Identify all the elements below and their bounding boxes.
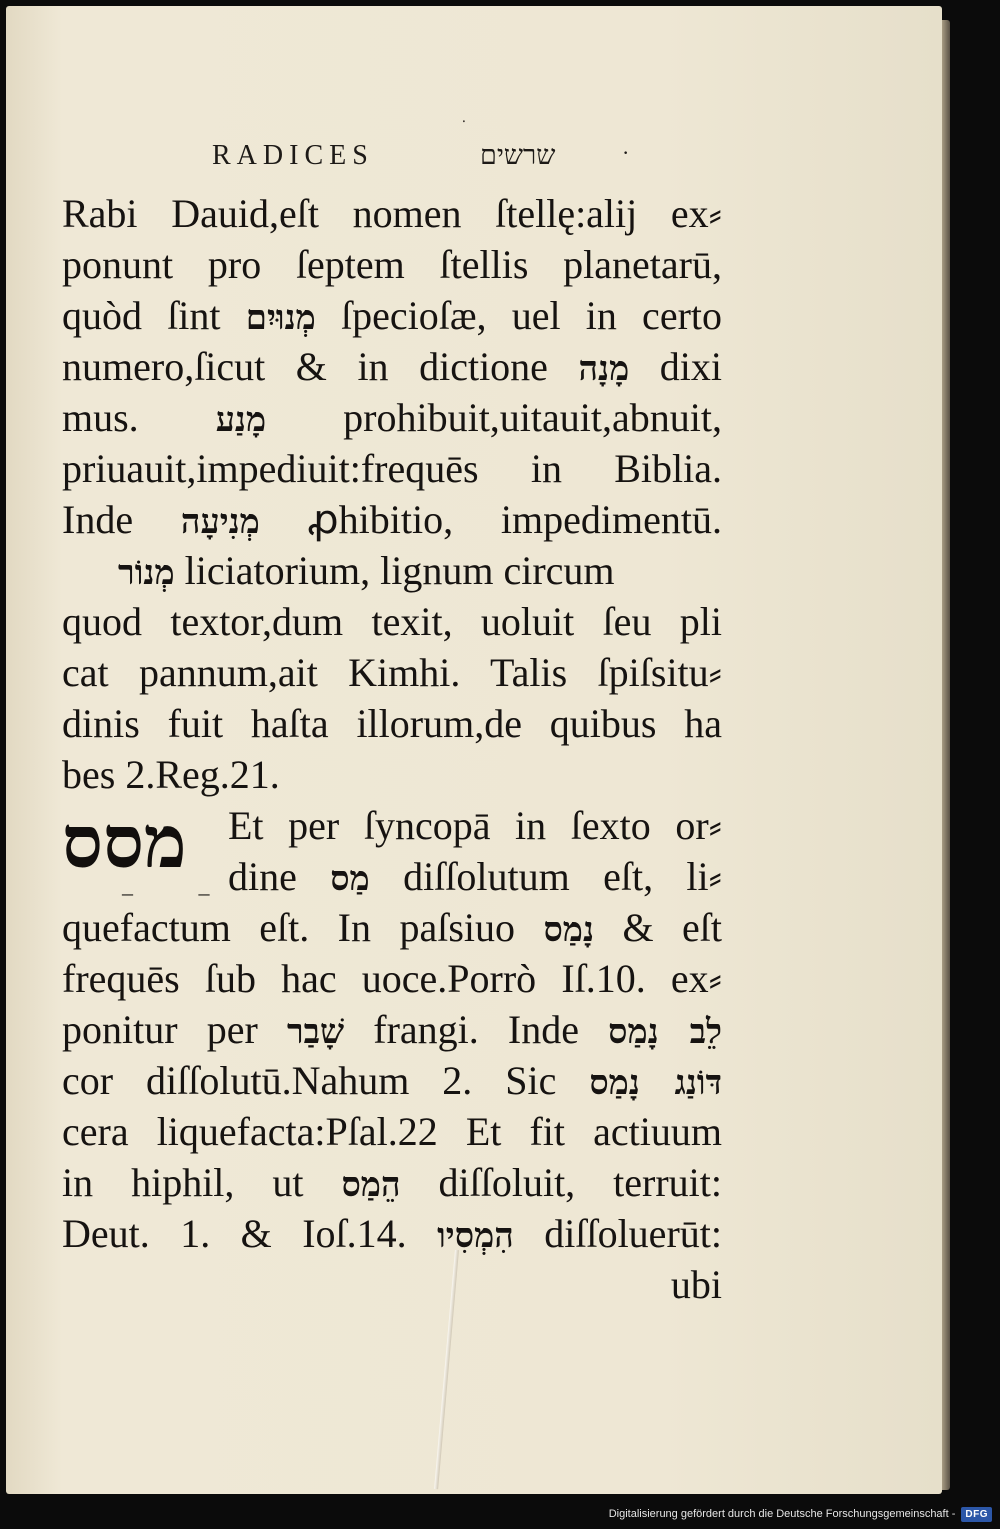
text-line: cor diſſolutū.Nahum 2. Sic דּוֹנַג נָמַס — [62, 1058, 722, 1103]
initial-hebrew-headword: מסס — [62, 799, 187, 884]
text-line: mus. מָנַע prohibuit,uitauit,abnuit, — [62, 395, 722, 440]
text-line: quod textor,dum texit, uoluit ſeu pli — [62, 599, 722, 644]
running-head — [212, 140, 652, 180]
text-line: numero,ſicut & in dictione מָנָה dixi — [62, 344, 723, 389]
text-line: cat pannum,ait Kimhi. Talis ſpiſsitu⸗ — [62, 650, 722, 695]
text-line: in hiphil, ut הֵמַס diſſoluit, terruit: — [62, 1160, 722, 1205]
hebrew-word: מַס — [330, 859, 370, 899]
running-head-hebrew: שרשים — [480, 140, 556, 171]
text-line: priuauit,impediuit:frequēs in Biblia. — [62, 446, 722, 491]
hebrew-word: מָנַע — [215, 400, 267, 440]
hebrew-word: לֵב נָמַס — [608, 1012, 722, 1052]
hebrew-word: מָנָה — [578, 349, 630, 389]
hebrew-word: מְנוּיִם — [245, 298, 316, 338]
catchword: ubi — [670, 1262, 722, 1307]
hebrew-word: דּוֹנַג נָמַס — [589, 1063, 722, 1103]
footer-credit — [609, 1503, 992, 1525]
page-dot-mark: ⸱ — [462, 114, 466, 130]
page-edge — [942, 20, 950, 1490]
text-line: ponitur per שָׁבַר frangi. Inde לֵב נָמַס — [62, 1007, 722, 1052]
text-line: dinis fuit haſta illorum,de quibus ha — [62, 701, 722, 746]
text-line: frequēs ſub hac uoce.Porrò Iſ.10. ex⸗ — [62, 956, 722, 1001]
text-line: Rabi Dauid,eſt nomen ſtellę:alij ex⸗ — [62, 191, 722, 236]
text-line: cera liquefacta:Pſal.22 Et fit actiuum — [62, 1109, 722, 1154]
initial-marks: – – — [122, 880, 240, 905]
hebrew-word: נָמַס — [543, 910, 595, 950]
initial-lines — [228, 800, 722, 902]
running-head-latin: RADICES — [212, 140, 374, 171]
text-line: dine מַס diſſolutum eſt, li⸗ — [228, 854, 722, 899]
text-line: מְנוֹר liciatorium, lignum circum — [118, 548, 615, 593]
body-text — [62, 188, 722, 1310]
hebrew-word: שָׁבַר — [286, 1012, 345, 1052]
initial-entry — [62, 799, 722, 905]
text-line: Et per ſyncopā in ſexto or⸗ — [228, 803, 722, 848]
text-line: Deut. 1. & Ioſ.14. הִמְסִיו diſſoluerūt: — [62, 1211, 722, 1256]
text-line: ponunt pro ſeptem ſtellis planetarū, — [62, 242, 722, 287]
hebrew-word: מְנִיעָה — [180, 502, 260, 542]
hebrew-word: הִמְסִיו — [437, 1216, 514, 1256]
text-line: Inde מְנִיעָה ꝓhibitio, impedimentū. — [62, 497, 722, 542]
text-line: bes 2.Reg.21. — [62, 752, 280, 797]
text-line: quefactum eſt. In paſsiuo נָמַס & eſt — [62, 905, 723, 950]
text-line: quòd ſint מְנוּיִם ſpecioſæ, uel in certo — [62, 293, 723, 338]
running-head-mark: · — [622, 140, 636, 165]
hebrew-word: הֵמַס — [341, 1165, 401, 1205]
dfg-logo[interactable]: DFG — [961, 1507, 992, 1522]
footer-text: Digitalisierung gefördert durch die Deutsche Forschungsgemeinschaft - — [608, 1508, 956, 1520]
hebrew-word: מְנוֹר — [118, 553, 175, 593]
